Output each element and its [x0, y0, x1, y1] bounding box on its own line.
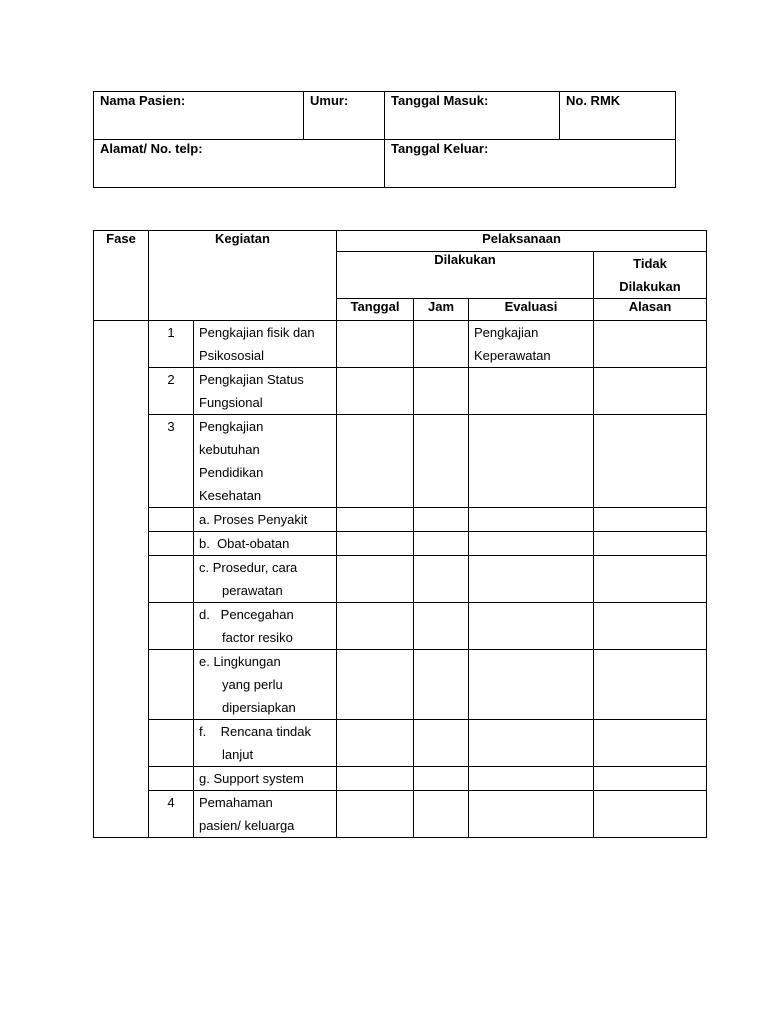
evaluasi-line: Pengkajian — [474, 325, 539, 340]
tanggal-cell[interactable] — [337, 767, 414, 791]
kegiatan-line: Pengkajian Status — [199, 372, 304, 387]
kegiatan-line: perawatan — [222, 583, 283, 598]
table-row — [94, 720, 707, 767]
alamat-label: Alamat/ No. telp: — [100, 141, 203, 156]
kegiatan-line: b. Obat-obatan — [199, 536, 290, 551]
tanggal-keluar-label: Tanggal Keluar: — [391, 141, 489, 156]
kegiatan-cell — [194, 603, 337, 650]
tanggal-masuk-field[interactable] — [385, 92, 560, 140]
kegiatan-line: Pengkajian fisik dan — [199, 325, 315, 340]
kegiatan-line: a. Proses Penyakit — [199, 512, 308, 527]
table-row — [94, 415, 707, 508]
no-rmk-label: No. RMK — [566, 93, 621, 108]
header-fase: Fase — [94, 231, 149, 321]
table-row — [94, 508, 707, 532]
kegiatan-line: Psikososial — [199, 348, 265, 363]
kegiatan-line: dipersiapkan — [222, 700, 296, 715]
row-number: 3 — [149, 415, 194, 508]
row-number — [149, 767, 194, 791]
row-number — [149, 603, 194, 650]
evaluasi-cell[interactable] — [469, 415, 594, 508]
evaluasi-cell[interactable] — [469, 791, 594, 838]
evaluasi-cell[interactable] — [469, 321, 594, 368]
kegiatan-cell — [194, 650, 337, 720]
jam-cell[interactable] — [414, 720, 469, 767]
alasan-cell[interactable] — [594, 368, 707, 415]
table-row — [94, 767, 707, 791]
alasan-cell[interactable] — [594, 650, 707, 720]
table-row — [94, 556, 707, 603]
kegiatan-line: Pengkajian — [199, 419, 264, 434]
kegiatan-line: Pendidikan — [199, 465, 264, 480]
jam-cell[interactable] — [414, 368, 469, 415]
table-row — [94, 321, 707, 368]
kegiatan-line: d. Pencegahan — [199, 607, 294, 622]
kegiatan-cell — [194, 556, 337, 603]
table-row — [94, 532, 707, 556]
tanggal-cell[interactable] — [337, 791, 414, 838]
header-jam: Jam — [414, 299, 469, 321]
tanggal-cell[interactable] — [337, 415, 414, 508]
alasan-cell[interactable] — [594, 603, 707, 650]
alasan-cell[interactable] — [594, 321, 707, 368]
kegiatan-line: Fungsional — [199, 395, 263, 410]
no-rmk-field[interactable] — [560, 92, 676, 140]
kegiatan-line: yang perlu — [222, 677, 283, 692]
tanggal-cell[interactable] — [337, 720, 414, 767]
row-number — [149, 556, 194, 603]
tanggal-cell[interactable] — [337, 321, 414, 368]
kegiatan-line: lanjut — [222, 747, 254, 762]
evaluasi-cell[interactable] — [469, 556, 594, 603]
header-tidak: Tidak — [633, 256, 667, 271]
jam-cell[interactable] — [414, 321, 469, 368]
table-row — [94, 603, 707, 650]
alasan-cell[interactable] — [594, 532, 707, 556]
kegiatan-cell — [194, 368, 337, 415]
jam-cell[interactable] — [414, 603, 469, 650]
alasan-cell[interactable] — [594, 720, 707, 767]
row-number — [149, 720, 194, 767]
alasan-cell[interactable] — [594, 508, 707, 532]
kegiatan-cell — [194, 791, 337, 838]
evaluasi-line: Keperawatan — [474, 348, 551, 363]
evaluasi-cell[interactable] — [469, 368, 594, 415]
tanggal-cell[interactable] — [337, 556, 414, 603]
evaluasi-cell[interactable] — [469, 767, 594, 791]
tanggal-cell[interactable] — [337, 508, 414, 532]
header-kegiatan: Kegiatan — [149, 231, 337, 321]
alasan-cell[interactable] — [594, 415, 707, 508]
jam-cell[interactable] — [414, 556, 469, 603]
umur-field[interactable] — [304, 92, 385, 140]
umur-label: Umur: — [310, 93, 349, 108]
header-pelaksanaan: Pelaksanaan — [337, 231, 707, 252]
row-number — [149, 508, 194, 532]
row-number — [149, 532, 194, 556]
jam-cell[interactable] — [414, 767, 469, 791]
kegiatan-cell — [194, 415, 337, 508]
row-number: 2 — [149, 368, 194, 415]
row-number: 1 — [149, 321, 194, 368]
patient-info-table — [93, 91, 676, 188]
kegiatan-cell — [194, 720, 337, 767]
nama-pasien-label: Nama Pasien: — [100, 93, 186, 108]
jam-cell[interactable] — [414, 415, 469, 508]
header-alasan: Alasan — [594, 299, 707, 321]
kegiatan-line: e. Lingkungan — [199, 654, 281, 669]
jam-cell[interactable] — [414, 532, 469, 556]
header-evaluasi: Evaluasi — [469, 299, 594, 321]
kegiatan-line: kebutuhan — [199, 442, 260, 457]
table-row — [94, 650, 707, 720]
header-tidak-dilakukan-label: Dilakukan — [619, 279, 681, 294]
table-row — [94, 368, 707, 415]
evaluasi-cell[interactable] — [469, 650, 594, 720]
kegiatan-line: pasien/ keluarga — [199, 818, 295, 833]
kegiatan-line: f. Rencana tindak — [199, 724, 312, 739]
alamat-field[interactable] — [94, 140, 385, 188]
tanggal-masuk-label: Tanggal Masuk: — [391, 93, 489, 108]
header-tidak-dilakukan — [594, 252, 707, 299]
kegiatan-line: factor resiko — [222, 630, 293, 645]
tanggal-cell[interactable] — [337, 368, 414, 415]
kegiatan-cell — [194, 508, 337, 532]
tanggal-cell[interactable] — [337, 603, 414, 650]
kegiatan-line: g. Support system — [199, 771, 304, 786]
tanggal-cell[interactable] — [337, 532, 414, 556]
row-number — [149, 650, 194, 720]
evaluasi-cell[interactable] — [469, 720, 594, 767]
alasan-cell[interactable] — [594, 791, 707, 838]
nama-pasien-field[interactable] — [94, 92, 304, 140]
jam-cell[interactable] — [414, 791, 469, 838]
jam-cell[interactable] — [414, 508, 469, 532]
tanggal-keluar-field[interactable] — [385, 140, 676, 188]
activity-table — [93, 230, 707, 838]
alasan-cell[interactable] — [594, 556, 707, 603]
tanggal-cell[interactable] — [337, 650, 414, 720]
alasan-cell[interactable] — [594, 767, 707, 791]
header-tanggal: Tanggal — [337, 299, 414, 321]
evaluasi-cell[interactable] — [469, 532, 594, 556]
kegiatan-line: c. Prosedur, cara — [199, 560, 298, 575]
kegiatan-line: Kesehatan — [199, 488, 262, 503]
table-row — [94, 791, 707, 838]
fase-cell[interactable] — [94, 321, 149, 838]
kegiatan-cell — [194, 532, 337, 556]
kegiatan-line: Pemahaman — [199, 795, 273, 810]
row-number: 4 — [149, 791, 194, 838]
kegiatan-cell — [194, 321, 337, 368]
kegiatan-cell — [194, 767, 337, 791]
evaluasi-cell[interactable] — [469, 508, 594, 532]
jam-cell[interactable] — [414, 650, 469, 720]
evaluasi-cell[interactable] — [469, 603, 594, 650]
header-dilakukan: Dilakukan — [337, 252, 594, 299]
